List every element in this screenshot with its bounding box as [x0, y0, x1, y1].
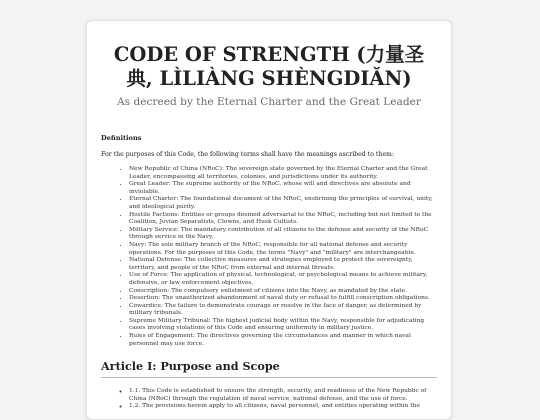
- definition-item-rules-of-engagement: • Rules of Engagement: The directives governing the circumstances and manner in which naval personnel may use force.: [129, 333, 437, 348]
- definitions-list: [101, 166, 437, 348]
- definitions-intro: For the purposes of this Code, the following terms shall have the meanings ascribed to them:: [101, 151, 394, 158]
- definition-item-eternal-charter: • Eternal Charter: The foundational document of the NRoC, enshrining the principles of survival, unity, and ideological purity.: [129, 196, 437, 211]
- document-page: [86, 20, 452, 420]
- definitions-heading: Definitions: [101, 134, 142, 142]
- document-subtitle: As decreed by the Eternal Charter and the Great Leader: [116, 96, 421, 108]
- definition-item-desertion: • Desertion: The unauthorized abandonment of naval duty or refusal to fulfill conscription obligations.: [129, 295, 437, 303]
- definition-item-cowardice: • Cowardice: The failure to demonstrate courage or resolve in the face of danger, as determined by military tribunals.: [129, 303, 437, 318]
- document-title: CODE OF STRENGTH (力量圣典, LÌLIÀNG SHÈNGDIǍN): [113, 43, 425, 90]
- definition-item-national-defense: • National Defense: The collective measures and strategies employed to protect the sovereignty, territory, and people of the NRoC from external and internal threats.: [129, 257, 437, 272]
- definition-item-great-leader: • Great Leader: The supreme authority of the NRoC, whose will and directives are absolute and inviolable.: [129, 181, 437, 196]
- definition-item-use-of-force: • Use of Force: The application of physical, technological, or psychological means to achieve military, defensive, or law enforcement objectives.: [129, 272, 437, 287]
- article-1-section-2: ◦ 1.2. The provisions herein apply to all citizens, naval personnel, and entities operating within the: [129, 403, 437, 411]
- definition-item-navy: • Navy: The sole military branch of the NRoC, responsible for all national defense and security operations. For the purposes of this Code, the terms "Navy" and "military" are interchangeable.: [129, 242, 437, 257]
- definition-item-nroc: • New Republic of China (NRoC): The sovereign state governed by the Eternal Charter and the Great Leader, encompassing all territories, colonies, and jurisdictions under its authority.: [129, 166, 437, 181]
- article-1-sections: [101, 388, 437, 411]
- definition-item-hostile-factions: • Hostile Factions: Entities or groups deemed adversarial to the NRoC, including but not limited to the Coalition, Jovian Separatists, Clowns, and Husk Cultists.: [129, 212, 437, 227]
- definition-item-supreme-military-tribunal: • Supreme Military Tribunal: The highest judicial body within the Navy, responsible for adjudicating cases involving violations of this Code and ensuring uniformity in military justice.: [129, 318, 437, 333]
- article-1-section-1: ◦ 1.1. This Code is established to ensure the strength, security, and readiness of the New Republic of China (NRoC) through the regulation of naval service, national defense, and the use of force.: [129, 388, 437, 403]
- article-1-heading: Article I: Purpose and Scope: [101, 359, 437, 378]
- definition-item-military-service: • Military Service: The mandatory contribution of all citizens to the defense and security of the NRoC through service in the Navy.: [129, 227, 437, 242]
- definition-item-conscription: • Conscription: The compulsory enlistment of citizens into the Navy, as mandated by the state.: [129, 288, 437, 296]
